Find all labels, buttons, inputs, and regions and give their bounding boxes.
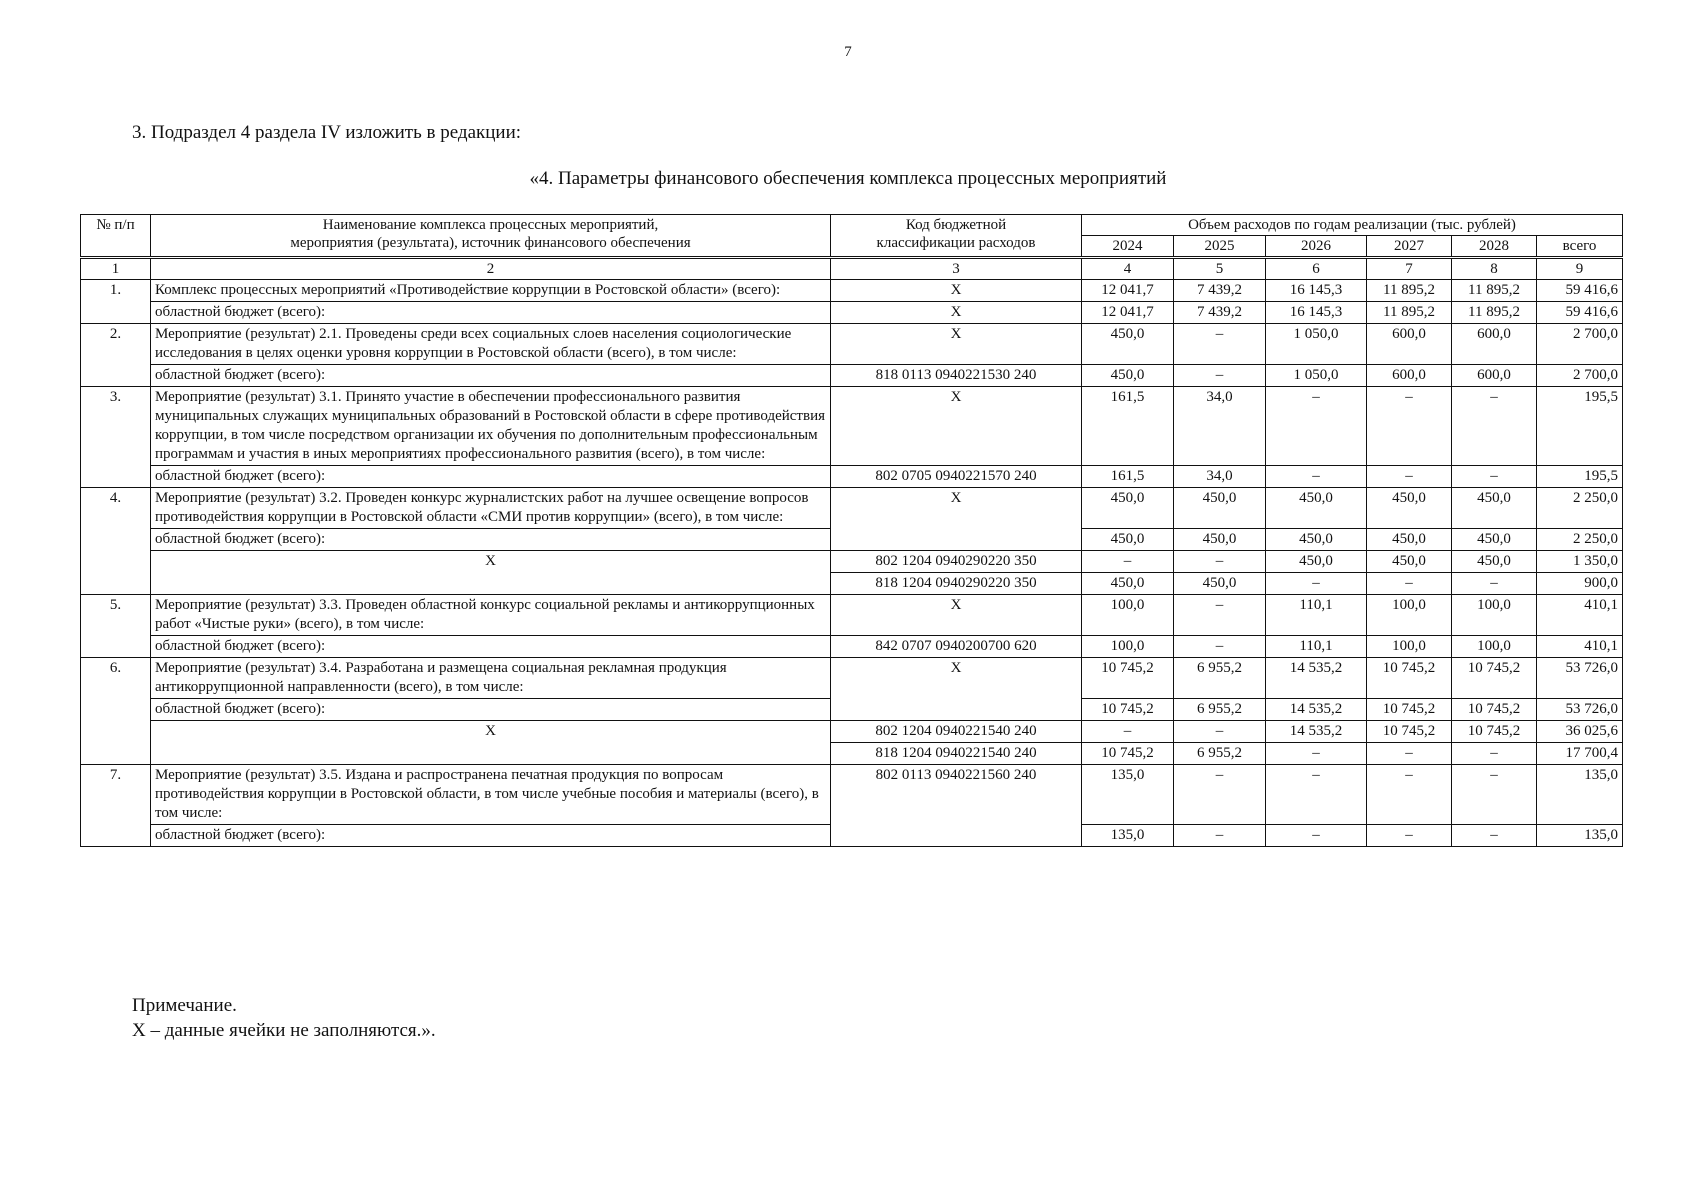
column-number: 3	[831, 258, 1082, 280]
value-2025: 34,0	[1174, 466, 1266, 488]
value-2026: –	[1266, 765, 1367, 825]
table-row	[81, 280, 1623, 302]
column-number: 8	[1452, 258, 1537, 280]
header-year: 2028	[1452, 236, 1537, 258]
value-2025: –	[1174, 721, 1266, 743]
row-name: Мероприятие (результат) 3.3. Проведен областной конкурс социальной рекламы и антикоррупционных работ «Чистые руки» (всего), в том числе:	[151, 595, 831, 636]
row-code: 802 1204 0940221540 240	[831, 721, 1082, 743]
value-total: 53 726,0	[1537, 699, 1623, 721]
value-2027: 10 745,2	[1367, 658, 1452, 699]
value-total: 36 025,6	[1537, 721, 1623, 743]
row-code: 818 0113 0940221530 240	[831, 365, 1082, 387]
value-2024: 135,0	[1082, 765, 1174, 825]
table-row-sub	[81, 721, 1623, 743]
value-2024: 450,0	[1082, 573, 1174, 595]
value-2027: –	[1367, 387, 1452, 466]
value-2027: –	[1367, 765, 1452, 825]
row-name: Мероприятие (результат) 3.5. Издана и распространена печатная продукция по вопросам противодействия коррупции в Ростовской области, в том числе учебные пособия и материалы (всего), в том числе:	[151, 765, 831, 825]
value-2026: 14 535,2	[1266, 699, 1367, 721]
value-2027: 11 895,2	[1367, 280, 1452, 302]
value-2024: 450,0	[1082, 529, 1174, 551]
value-2024: 12 041,7	[1082, 302, 1174, 324]
value-2024: 12 041,7	[1082, 280, 1174, 302]
note-text: Х – данные ячейки не заполняются.».	[132, 1020, 436, 1041]
table-row-budget	[81, 466, 1623, 488]
row-number: 6.	[81, 658, 151, 765]
row-code: Х	[831, 280, 1082, 302]
row-code: 818 1204 0940221540 240	[831, 743, 1082, 765]
value-2028: 11 895,2	[1452, 280, 1537, 302]
value-total: 2 250,0	[1537, 529, 1623, 551]
header-year: 2025	[1174, 236, 1266, 258]
value-2026: 110,1	[1266, 595, 1367, 636]
value-total: 2 700,0	[1537, 365, 1623, 387]
value-total: 2 250,0	[1537, 488, 1623, 529]
value-total: 17 700,4	[1537, 743, 1623, 765]
value-2024: 10 745,2	[1082, 658, 1174, 699]
value-2028: 10 745,2	[1452, 658, 1537, 699]
header-name-line1: Наименование комплекса процессных мероприятий,	[322, 217, 659, 233]
header-year: 2027	[1367, 236, 1452, 258]
value-2027: 450,0	[1367, 488, 1452, 529]
header-total: всего	[1537, 236, 1623, 258]
value-total: 410,1	[1537, 595, 1623, 636]
value-total: 195,5	[1537, 387, 1623, 466]
value-2024: 100,0	[1082, 636, 1174, 658]
value-2028: 100,0	[1452, 595, 1537, 636]
row-name: областной бюджет (всего):	[151, 825, 831, 847]
table-row	[81, 387, 1623, 466]
value-2025: –	[1174, 765, 1266, 825]
table-row	[81, 488, 1623, 529]
value-2025: 450,0	[1174, 488, 1266, 529]
row-name: Мероприятие (результат) 3.2. Проведен конкурс журналистских работ на лучшее освещение вопросов противодействия коррупции в Ростовской области «СМИ против коррупции» (всего), в том числе:	[151, 488, 831, 529]
value-total: 900,0	[1537, 573, 1623, 595]
value-2027: –	[1367, 743, 1452, 765]
header-num: № п/п	[81, 215, 151, 258]
value-2025: 7 439,2	[1174, 302, 1266, 324]
value-2024: 161,5	[1082, 387, 1174, 466]
value-2028: –	[1452, 387, 1537, 466]
table-row	[81, 658, 1623, 699]
column-number: 2	[151, 258, 831, 280]
value-2027: 600,0	[1367, 324, 1452, 365]
row-number: 1.	[81, 280, 151, 324]
row-name: Х	[151, 551, 831, 595]
value-2025: –	[1174, 365, 1266, 387]
value-2025: 6 955,2	[1174, 743, 1266, 765]
value-2026: 14 535,2	[1266, 721, 1367, 743]
page-number: 7	[844, 44, 852, 60]
table-row-sub	[81, 551, 1623, 573]
value-2025: 450,0	[1174, 573, 1266, 595]
value-2026: –	[1266, 573, 1367, 595]
row-name: Мероприятие (результат) 3.4. Разработана и размещена социальная рекламная продукция антикоррупционной направленности (всего), в том числе:	[151, 658, 831, 699]
intro-paragraph: 3. Подраздел 4 раздела IV изложить в редакции:	[132, 122, 522, 143]
row-name: областной бюджет (всего):	[151, 636, 831, 658]
column-number: 1	[81, 258, 151, 280]
row-code: 802 0705 0940221570 240	[831, 466, 1082, 488]
value-2026: –	[1266, 387, 1367, 466]
value-2028: –	[1452, 466, 1537, 488]
value-2027: 600,0	[1367, 365, 1452, 387]
value-2028: –	[1452, 765, 1537, 825]
row-code: Х	[831, 658, 1082, 721]
row-name: Мероприятие (результат) 3.1. Принято участие в обеспечении профессионального развития муниципальных служащих муниципальных образований в Ростовской области в сфере противодействия коррупции, в том числе посредством организации их обучения по дополнительным профессиональным программам и участия в иных мероприятиях профессионального развития (всего), в том числе:	[151, 387, 831, 466]
header-code	[831, 215, 1082, 258]
row-number: 3.	[81, 387, 151, 488]
table-row	[81, 324, 1623, 365]
row-name: областной бюджет (всего):	[151, 529, 831, 551]
value-2024: 10 745,2	[1082, 743, 1174, 765]
row-name: областной бюджет (всего):	[151, 699, 831, 721]
value-2026: 16 145,3	[1266, 280, 1367, 302]
row-code: Х	[831, 302, 1082, 324]
value-2028: 450,0	[1452, 551, 1537, 573]
value-total: 135,0	[1537, 765, 1623, 825]
header-name-line2: мероприятия (результата), источник финансового обеспечения	[290, 235, 691, 251]
value-2025: –	[1174, 551, 1266, 573]
column-number: 7	[1367, 258, 1452, 280]
value-2028: 10 745,2	[1452, 721, 1537, 743]
column-number: 4	[1082, 258, 1174, 280]
note	[132, 993, 436, 1043]
row-name: областной бюджет (всего):	[151, 365, 831, 387]
value-2025: –	[1174, 636, 1266, 658]
value-2026: 1 050,0	[1266, 324, 1367, 365]
column-number: 6	[1266, 258, 1367, 280]
value-2024: –	[1082, 721, 1174, 743]
value-2026: 450,0	[1266, 488, 1367, 529]
value-2025: –	[1174, 324, 1266, 365]
row-name: областной бюджет (всего):	[151, 302, 831, 324]
table-title: «4. Параметры финансового обеспечения комплекса процессных мероприятий	[529, 168, 1167, 189]
column-number: 9	[1537, 258, 1623, 280]
value-2026: 1 050,0	[1266, 365, 1367, 387]
row-name: областной бюджет (всего):	[151, 466, 831, 488]
table-row-budget	[81, 636, 1623, 658]
value-total: 1 350,0	[1537, 551, 1623, 573]
value-2028: 11 895,2	[1452, 302, 1537, 324]
value-2025: 6 955,2	[1174, 699, 1266, 721]
table-row-budget	[81, 365, 1623, 387]
row-name: Мероприятие (результат) 2.1. Проведены среди всех социальных слоев населения социологические исследования в целях оценки уровня коррупции в Ростовской области (всего), в том числе:	[151, 324, 831, 365]
value-2027: 100,0	[1367, 595, 1452, 636]
row-name: Х	[151, 721, 831, 765]
row-name: Комплекс процессных мероприятий «Противодействие коррупции в Ростовской области» (всего):	[151, 280, 831, 302]
value-2028: –	[1452, 743, 1537, 765]
row-code: Х	[831, 387, 1082, 466]
value-2026: 14 535,2	[1266, 658, 1367, 699]
value-total: 135,0	[1537, 825, 1623, 847]
value-2024: 135,0	[1082, 825, 1174, 847]
financing-table	[80, 214, 1623, 847]
row-number: 2.	[81, 324, 151, 387]
header-code-line1: Код бюджетной	[905, 217, 1007, 233]
value-2024: 161,5	[1082, 466, 1174, 488]
value-2026: 16 145,3	[1266, 302, 1367, 324]
value-2026: 110,1	[1266, 636, 1367, 658]
value-2024: 450,0	[1082, 365, 1174, 387]
value-2028: 600,0	[1452, 365, 1537, 387]
value-2024: –	[1082, 551, 1174, 573]
value-2027: –	[1367, 466, 1452, 488]
table-row	[81, 765, 1623, 825]
value-2025: –	[1174, 595, 1266, 636]
value-2024: 450,0	[1082, 324, 1174, 365]
value-2025: 450,0	[1174, 529, 1266, 551]
value-2027: 11 895,2	[1367, 302, 1452, 324]
table-row	[81, 595, 1623, 636]
value-2026: 450,0	[1266, 529, 1367, 551]
table-row-budget	[81, 302, 1623, 324]
row-code: Х	[831, 324, 1082, 365]
value-2028: –	[1452, 825, 1537, 847]
value-2025: 6 955,2	[1174, 658, 1266, 699]
row-code: 802 0113 0940221560 240	[831, 765, 1082, 847]
value-2027: 10 745,2	[1367, 699, 1452, 721]
value-2028: 10 745,2	[1452, 699, 1537, 721]
header-code-line2: классификации расходов	[876, 235, 1036, 251]
value-2024: 10 745,2	[1082, 699, 1174, 721]
row-code: Х	[831, 488, 1082, 551]
value-2026: –	[1266, 743, 1367, 765]
value-2025: –	[1174, 825, 1266, 847]
value-2027: 450,0	[1367, 529, 1452, 551]
note-title: Примечание.	[132, 995, 237, 1016]
value-2027: 10 745,2	[1367, 721, 1452, 743]
value-2026: –	[1266, 466, 1367, 488]
value-2027: –	[1367, 573, 1452, 595]
row-code: Х	[831, 595, 1082, 636]
value-2024: 100,0	[1082, 595, 1174, 636]
value-2027: –	[1367, 825, 1452, 847]
value-2027: 450,0	[1367, 551, 1452, 573]
value-2026: –	[1266, 825, 1367, 847]
header-year: 2026	[1266, 236, 1367, 258]
column-numbers-row	[81, 258, 1623, 280]
value-2028: –	[1452, 573, 1537, 595]
value-total: 410,1	[1537, 636, 1623, 658]
value-2024: 450,0	[1082, 488, 1174, 529]
table-body	[81, 280, 1623, 847]
value-total: 59 416,6	[1537, 302, 1623, 324]
value-total: 195,5	[1537, 466, 1623, 488]
row-code: 818 1204 0940290220 350	[831, 573, 1082, 595]
value-2025: 7 439,2	[1174, 280, 1266, 302]
value-total: 59 416,6	[1537, 280, 1623, 302]
header-year: 2024	[1082, 236, 1174, 258]
row-number: 7.	[81, 765, 151, 847]
value-total: 53 726,0	[1537, 658, 1623, 699]
value-total: 2 700,0	[1537, 324, 1623, 365]
column-number: 5	[1174, 258, 1266, 280]
header-name	[151, 215, 831, 258]
value-2026: 450,0	[1266, 551, 1367, 573]
value-2025: 34,0	[1174, 387, 1266, 466]
value-2027: 100,0	[1367, 636, 1452, 658]
header-volume: Объем расходов по годам реализации (тыс. рублей)	[1082, 215, 1623, 236]
row-number: 4.	[81, 488, 151, 595]
row-number: 5.	[81, 595, 151, 658]
value-2028: 600,0	[1452, 324, 1537, 365]
value-2028: 450,0	[1452, 529, 1537, 551]
value-2028: 450,0	[1452, 488, 1537, 529]
value-2028: 100,0	[1452, 636, 1537, 658]
row-code: 802 1204 0940290220 350	[831, 551, 1082, 573]
row-code: 842 0707 0940200700 620	[831, 636, 1082, 658]
